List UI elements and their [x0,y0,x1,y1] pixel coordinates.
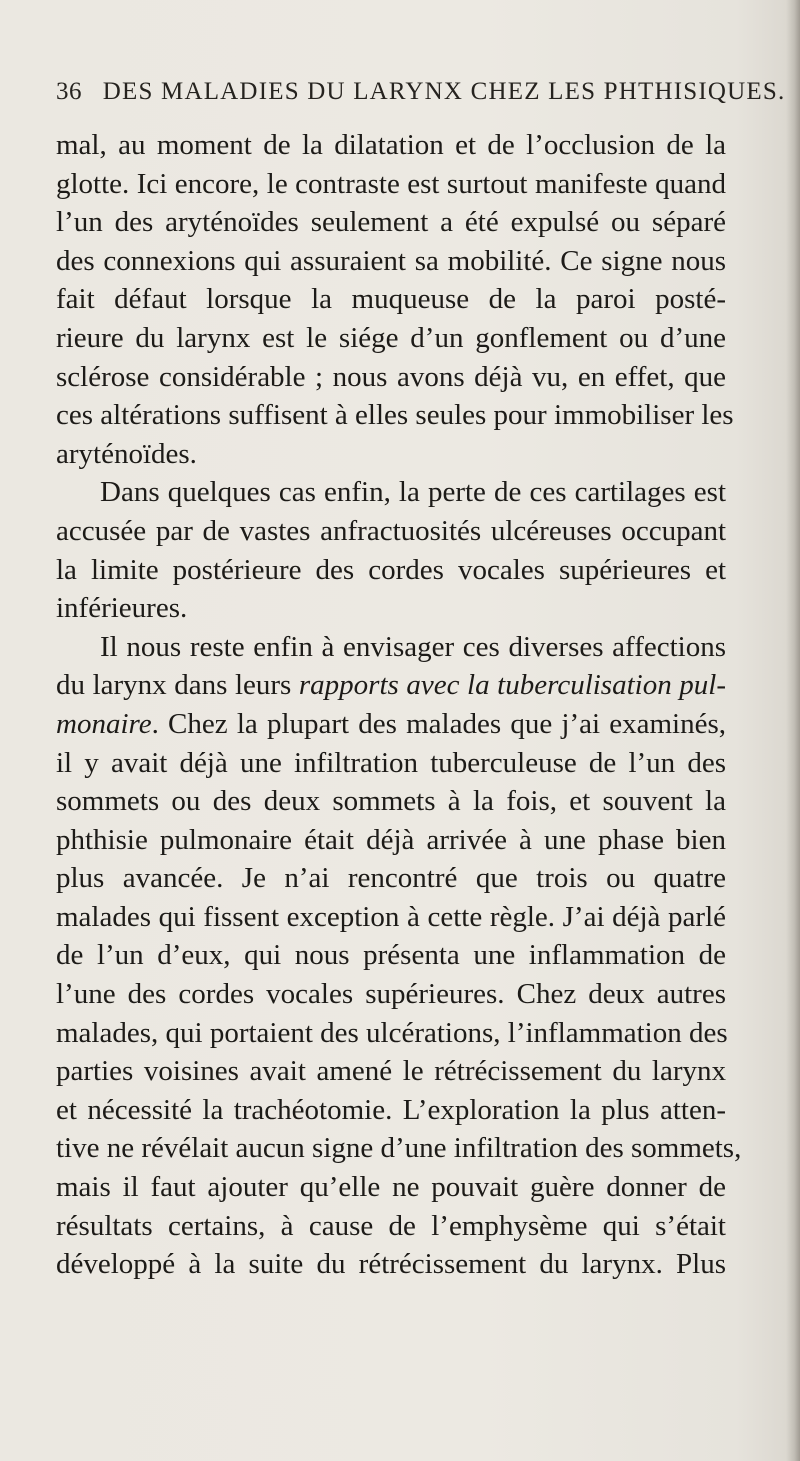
text-line: Il nous reste enfin à envisager ces diverses affections [100,630,726,663]
italic-text-span: rapports avec la tuberculisation pul- [298,669,726,702]
text-line: sommets ou des deux sommets à la fois, et souvent la [56,785,726,818]
text-line: l’une des cordes vocales supérieures. Chez deux autres [56,978,726,1011]
text-line: malades, qui portaient des ulcérations, l’inflammation des [56,1016,728,1049]
running-header [56,78,786,106]
body-text [56,126,742,1284]
text-line: malades qui fissent exception à cette règle. J’ai déjà parlé [56,900,726,933]
text-span: . Chez la plupart des malades que j’ai examinés, [151,707,726,740]
text-span: du larynx dans leurs [56,669,299,702]
text-line: Dans quelques cas enfin, la perte de ces cartilages est [100,476,726,509]
text-line: parties voisines avait amené le rétrécissement du larynx [56,1055,726,1088]
text-line: l’un des aryténoïdes seulement a été expulsé ou séparé [56,206,726,239]
text-line [56,705,726,744]
text-line [56,666,726,705]
text-line: ces altérations suffisent à elles seules pour immobiliser les [56,399,734,432]
text-line: fait défaut lorsque la muqueuse de la paroi posté- [56,283,726,316]
text-line: inférieures. [56,592,188,625]
text-line: glotte. Ici encore, le contraste est surtout manifeste quand [56,167,726,200]
text-line: il y avait déjà une infiltration tuberculeuse de l’un des [56,746,726,779]
text-line: résultats certains, à cause de l’emphysème qui s’était [56,1209,726,1242]
text-line: des connexions qui assuraient sa mobilité. Ce signe nous [56,244,726,277]
text-line: plus avancée. Je n’ai rencontré que trois ou quatre [56,862,726,895]
text-line: accusée par de vastes anfractuosités ulcéreuses occupant [56,514,726,547]
text-line: mais il faut ajouter qu’elle ne pouvait guère donner de [56,1171,726,1204]
italic-text-span: monaire [56,707,152,740]
text-line: la limite postérieure des cordes vocales supérieures et [56,553,726,586]
text-line: phthisie pulmonaire était déjà arrivée à une phase bien [56,823,726,856]
running-title: DES MALADIES DU LARYNX CHEZ LES PHTHISIQUES. [102,78,786,105]
text-line: aryténoïdes. [56,437,197,470]
page-number: 36 [56,78,82,105]
text-line: développé à la suite du rétrécissement du larynx. Plus [56,1248,726,1281]
text-line: de l’un d’eux, qui nous présenta une inflammation de [56,939,726,972]
text-line: tive ne révélait aucun signe d’une infiltration des sommets, [56,1132,742,1165]
text-line: rieure du larynx est le siége d’un gonflement ou d’une [56,321,726,354]
text-line: sclérose considérable ; nous avons déjà vu, en effet, que [56,360,726,393]
text-line: mal, au moment de la dilatation et de l’occlusion de la [56,129,726,161]
text-line: et nécessité la trachéotomie. L’exploration la plus atten- [56,1093,726,1126]
page-edge-shadow [786,0,800,1461]
